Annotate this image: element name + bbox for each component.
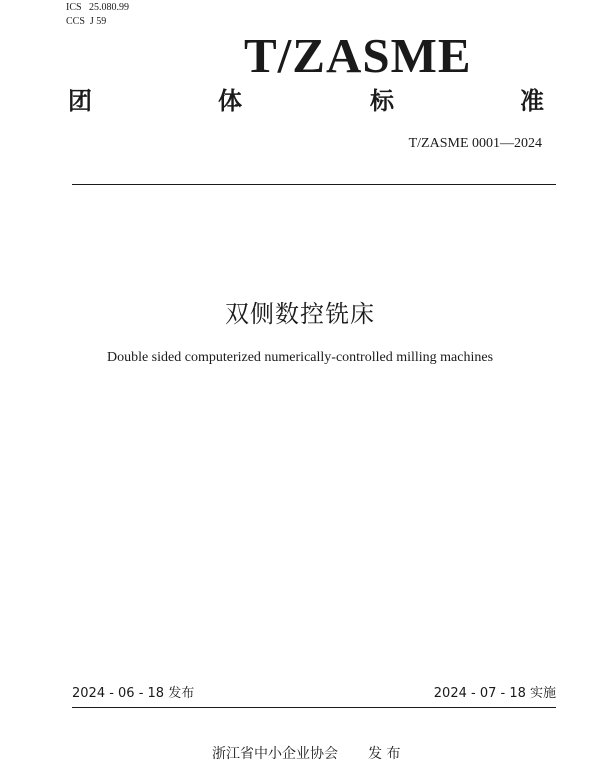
association-logo-text: T/ZASME bbox=[244, 28, 472, 83]
ics-code: ICS 25.080.99 bbox=[66, 2, 130, 13]
document-title-chinese: 双侧数控铣床 bbox=[225, 300, 375, 328]
ccs-code: CCS J 59 bbox=[66, 16, 107, 27]
document-title-english: Double sided computerized numerically-controlled milling machines bbox=[106, 350, 494, 365]
standard-type-char: 团 bbox=[68, 87, 92, 115]
standard-type-char: 准 bbox=[520, 87, 544, 115]
issuer-name: 浙江省中小企业协会 bbox=[212, 746, 338, 762]
standard-type-char: 标 bbox=[370, 87, 394, 115]
issue-label: 发 布 bbox=[368, 746, 401, 762]
header-divider bbox=[72, 184, 556, 185]
effective-date: 2024 - 07 - 18 实施 bbox=[433, 686, 556, 701]
publish-date: 2024 - 06 - 18 发布 bbox=[72, 686, 195, 701]
standard-type-char: 体 bbox=[218, 87, 242, 115]
standard-number: T/ZASME 0001—2024 bbox=[408, 136, 542, 151]
footer-divider bbox=[72, 707, 556, 708]
issuer-line bbox=[212, 744, 400, 764]
